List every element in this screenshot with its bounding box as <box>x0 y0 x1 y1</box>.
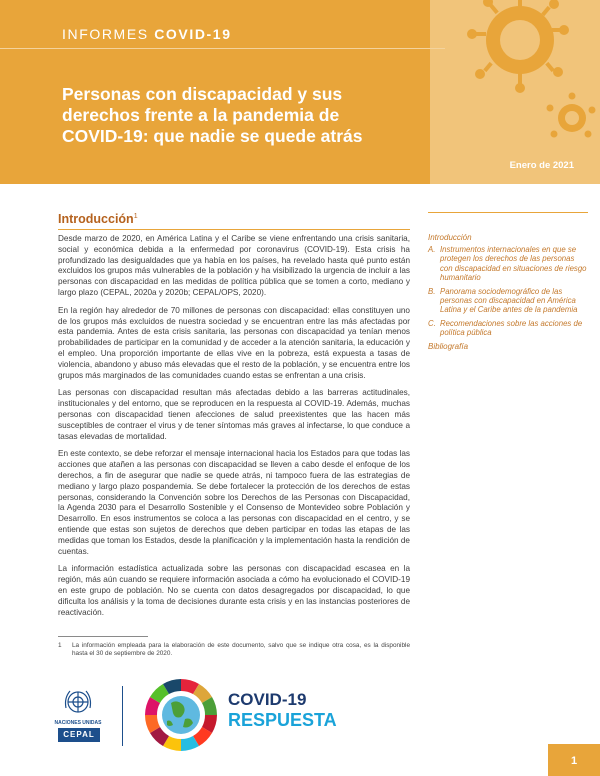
intro-paragraph-4: En este contexto, se debe reforzar el mensaje internacional hacia los Estados para que todas las acciones que atañen a las personas con discapacidad se lleven a cabo desde el enfoque de los derechos, a fin de asegurar que nadie se quede atrás, ni tampoco fuera de las estrategias de mediano y largo plazo pospandemia. Se debe fortalecer la protección de los derechos de estas personas, considerando la Convención sobre los Derechos de las Personas con Discapacidad, la Agenda 2030 para el Desarrollo Sostenible y el Consenso de Montevideo sobre Población y Desarrollo. En esos instrumentos se coloca a las personas con discapacidad en el centro, y se entiende que estas son sujetos de derechos que deben participar en todas las etapas de las medidas que toman los Estados, desde la planificación y la implementación hasta la rendición de cuentas. <box>58 449 410 556</box>
footnote-divider <box>58 636 148 637</box>
report-header <box>0 0 600 184</box>
page-number: 1 <box>548 744 600 776</box>
sdg-globe-logo-icon <box>142 676 220 754</box>
toc-letter: A. <box>428 245 436 254</box>
toc-item-b[interactable] <box>428 287 588 315</box>
introduction-heading <box>58 212 410 230</box>
toc-item-a[interactable] <box>428 245 588 283</box>
table-of-contents <box>428 212 588 351</box>
main-column <box>58 212 410 618</box>
toc-item-c[interactable] <box>428 319 588 338</box>
intro-paragraph-5: La información estadística actualizada sobre las personas con discapacidad escasea en la región, más aún cuando se requiere información asociada a cómo ha evolucionado el COVID-19 en este grupo de población. No se cuenta con datos desagregados por discapacidad, lo que dificulta los análisis y la toma de decisiones durante esta crisis y en las instancias posteriores de reactivación. <box>58 564 410 617</box>
report-title: Personas con discapacidad y sus derechos frente a la pandemia de COVID-19: que nadie se quede atrás <box>62 84 363 146</box>
footnote <box>58 642 410 659</box>
toc-text: Recomendaciones sobre las acciones de política pública <box>440 318 583 338</box>
covid-response-subtitle: RESPUESTA <box>228 710 337 730</box>
toc-letter: B. <box>428 286 436 296</box>
united-nations-label: NACIONES UNIDAS <box>54 720 102 726</box>
cepal-logo: CEPAL <box>58 728 100 742</box>
toc-text: Instrumentos internacionales en que se protegen los derechos de las personas con discapacidad en situaciones de riesgo humanitario <box>440 245 587 283</box>
report-date: Enero de 2021 <box>509 160 574 171</box>
toc-item-introduction[interactable]: Introducción <box>428 233 472 242</box>
footnote-text: La información empleada para la elaboración de este documento, salvo que se indique otra cosa, es la disponible hasta el 30 de septiembre de 2020. <box>72 642 410 658</box>
footnote-number: 1 <box>58 642 62 649</box>
toc-text: Panorama sociodemográfico de las personas con discapacidad en América Latina y el Caribe antes de la pandemia <box>440 286 578 315</box>
intro-paragraph-2: En la región hay alrededor de 70 millones de personas con discapacidad: ellas constituyen uno de los grupos más excluidos de nuestra sociedad y se encuentran entre las más afectadas por esta pandemia. Antes de esta crisis sanitaria, las personas con discapacidad ya tenían menos probabilidades de participar en la comunidad y de acceder a la atención sanitaria, la educación y el empleo. Una proporción importante de ellas vive en la pobreza, está expuesta a tasas de violencia, abandono y abuso más elevadas que el resto de la población, y se encuentra entre los grupos más marginados de las comunidades cuando estas se enfrentan a una crisis. <box>58 305 410 380</box>
header-divider <box>0 48 445 49</box>
footnote-reference[interactable]: 1 <box>133 212 138 220</box>
united-nations-emblem-icon <box>62 686 94 718</box>
intro-paragraph-3: Las personas con discapacidad resultan más afectadas debido a las barreras actitudinales, institucionales y del entorno, que se reproducen en la respuesta al COVID-19. Además, muchas personas con discapacidad tienen afecciones de salud preexistentes que las hacen más susceptibles de contraer el virus y de tener síntomas más graves al infectarse, lo que conduce a tasas elevadas de mortalidad. <box>58 388 410 441</box>
introduction-heading-text: Introducción <box>58 212 134 226</box>
intro-paragraph-1: Desde marzo de 2020, en América Latina y el Caribe se viene enfrentando una crisis sanitaria, social y económica debida a la enfermedad por coronavirus (COVID-19). Esta crisis ha profundizado las desigualdades que ya había en los países, ha revelado hasta qué punto están excluidos los grupos más vulnerables de la población y ha visibilizado la urgencia de incluir a las personas con discapacidad en las medidas de política pública que se tomen a corto, mediano y largo plazo (CEPAL, 2020a y 2020b; CEPAL/OPS, 2020). <box>58 234 410 297</box>
toc-letter: C. <box>428 318 436 328</box>
report-series <box>62 26 232 42</box>
series-topic: COVID-19 <box>154 26 232 42</box>
coronavirus-illustration <box>400 0 600 150</box>
toc-item-bibliography[interactable]: Bibliografía <box>428 341 469 351</box>
logo-divider <box>122 686 123 746</box>
series-label: INFORMES <box>62 26 149 42</box>
covid-response-title: COVID-19 <box>228 690 307 709</box>
